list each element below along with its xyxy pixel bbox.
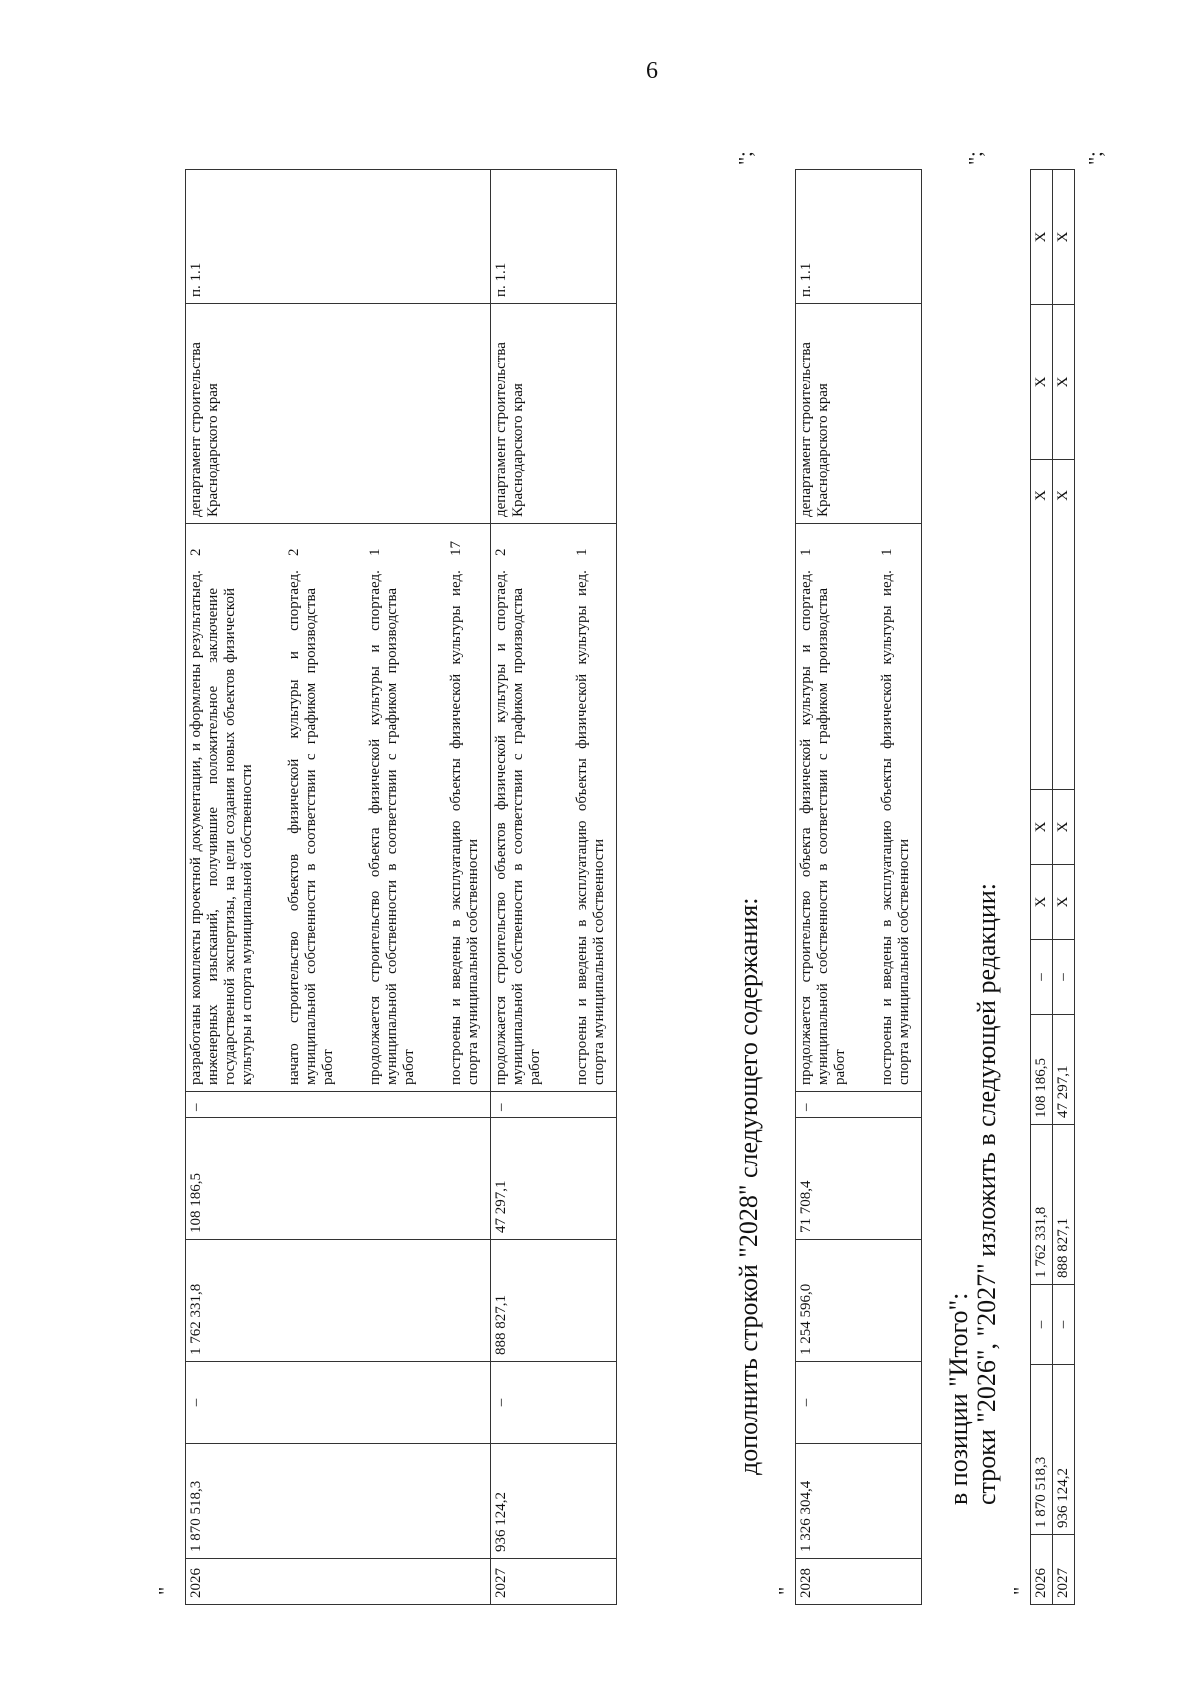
total-table (1030, 169, 1075, 1605)
results-cell (796, 524, 922, 1092)
total-cell: 1 870 518,3 (186, 1444, 491, 1559)
fund-cell-4: – (1031, 940, 1053, 1015)
total-row-2026 (1031, 170, 1053, 1605)
fund-cell-2: 888 827,1 (491, 1240, 617, 1362)
year-cell: 2028 (796, 1559, 922, 1605)
fund-cell-4: – (186, 1092, 491, 1118)
executor-cell: департамент строительства Краснодарского края (491, 304, 617, 524)
result-item: продолжается строительство объектов физической культуры и спорта муниципальной собственности в соответствии с графиком производства работ ед. 2 (493, 548, 543, 1085)
result-item: разработаны комплекты проектной документации, и оформлены результаты инженерных изысканий, получившие положительное заключение государственной экспертизы, на цели создания новых объектов физической культуры и спорта муниципальной собственности ед. 2 (188, 548, 255, 1085)
x-cell: Х (1053, 305, 1075, 460)
x-cell: Х (1053, 790, 1075, 865)
executor-cell: департамент строительства Краснодарского края (796, 304, 922, 524)
total-cell: 936 124,2 (1053, 1365, 1075, 1535)
total-rows-heading: строки "2026", "2027" изложить в следующей редакции: (972, 882, 1001, 1505)
close-quote: "; (965, 151, 987, 165)
results-cell (186, 524, 491, 1092)
total-row-2027 (1053, 170, 1075, 1605)
x-cell: Х (1031, 865, 1053, 940)
insert-row-heading: дополнить строкой "2028" следующего содержания: (734, 897, 763, 1475)
x-cell: Х (1031, 170, 1053, 305)
year-cell: 2027 (1053, 1535, 1075, 1605)
executor-cell: департамент строительства Краснодарского края (186, 304, 491, 524)
year-cell: 2026 (186, 1559, 491, 1605)
fund-cell-2: 888 827,1 (1053, 1125, 1075, 1285)
fund-cell-3: 108 186,5 (186, 1118, 491, 1240)
result-item: построены и введены в эксплуатацию объекты физической культуры и спорта муниципальной собственности ед. 1 (574, 548, 607, 1085)
result-item: продолжается строительство объекта физической культуры и спорта муниципальной собственности в соответствии с графиком производства работ ед. 1 (367, 548, 417, 1085)
fund-cell-1: – (796, 1362, 922, 1444)
x-cell: Х (1031, 790, 1053, 865)
fund-cell-1: – (1053, 1285, 1075, 1365)
total-cell: 1 326 304,4 (796, 1444, 922, 1559)
ref-cell: п. 1.1 (491, 170, 617, 304)
x-cell: Х (1031, 305, 1053, 460)
fund-cell-3: 71 708,4 (796, 1118, 922, 1240)
open-quote: " (775, 1586, 797, 1595)
total-cell: 936 124,2 (491, 1444, 617, 1559)
ref-cell: п. 1.1 (796, 170, 922, 304)
open-quote: " (155, 1586, 177, 1595)
result-item: построены и введены в эксплуатацию объекты физической культуры и спорта муниципальной собственности ед. 1 (879, 548, 912, 1085)
year-cell: 2027 (491, 1559, 617, 1605)
ref-cell: п. 1.1 (186, 170, 491, 304)
open-quote: " (1010, 1586, 1032, 1595)
total-cell: 1 870 518,3 (1031, 1365, 1053, 1535)
fund-cell-3: 47 297,1 (1053, 1015, 1075, 1125)
close-quote: "; (1085, 151, 1107, 165)
x-cell: Х (1031, 460, 1053, 790)
fund-cell-4: – (796, 1092, 922, 1118)
fund-cell-1: – (186, 1362, 491, 1444)
x-cell: Х (1053, 170, 1075, 305)
table-row-2027 (491, 170, 617, 1605)
rotated-content (155, 105, 1200, 1605)
fund-cell-4: – (1053, 940, 1075, 1015)
results-cell (491, 524, 617, 1092)
fund-cell-2: 1 762 331,8 (1031, 1125, 1053, 1285)
fund-cell-3: 108 186,5 (1031, 1015, 1053, 1125)
page-number: 6 (646, 58, 658, 84)
fund-cell-1: – (1031, 1285, 1053, 1365)
fund-cell-2: 1 762 331,8 (186, 1240, 491, 1362)
fund-cell-1: – (491, 1362, 617, 1444)
main-table (185, 169, 617, 1605)
total-position-heading: в позиции "Итого": (944, 1292, 973, 1505)
row-2028-table (795, 169, 922, 1605)
fund-cell-3: 47 297,1 (491, 1118, 617, 1240)
table-row-2026 (186, 170, 491, 1605)
close-quote: "; (735, 151, 757, 165)
x-cell: Х (1053, 865, 1075, 940)
table-row-2028 (796, 170, 922, 1605)
year-cell: 2026 (1031, 1535, 1053, 1605)
result-item: продолжается строительство объекта физической культуры и спорта муниципальной собственности в соответствии с графиком производства работ ед. 1 (798, 548, 848, 1085)
fund-cell-2: 1 254 596,0 (796, 1240, 922, 1362)
fund-cell-4: – (491, 1092, 617, 1118)
x-cell: Х (1053, 460, 1075, 790)
result-item: построены и введены в эксплуатацию объекты физической культуры и спорта муниципальной собственности ед. 17 (448, 541, 481, 1085)
result-item: начато строительство объектов физической культуры и спорта муниципальной собственности в соответствии с графиком производства работ ед. 2 (286, 548, 336, 1085)
